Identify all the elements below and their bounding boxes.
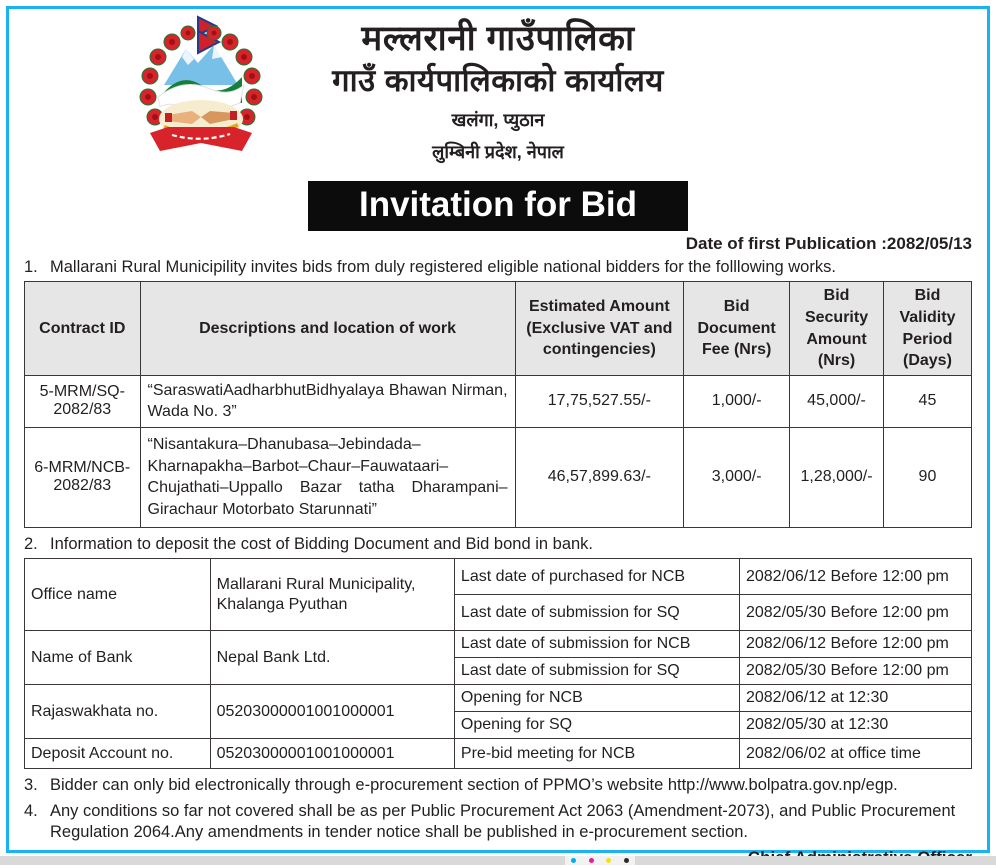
event-date: 2082/06/12 Before 12:00 pm (739, 559, 971, 595)
event-name: Opening for NCB (454, 685, 739, 712)
magenta-dot-icon (589, 858, 594, 863)
item-number: 1. (24, 258, 38, 276)
event-date: 2082/06/02 at office time (739, 739, 971, 769)
event-name: Last date of submission for SQ (454, 595, 739, 631)
note-text: Any conditions so far not covered shall be as per Public Procurement Act 2063 (Amendment-2073), and Public Procurement Regulation 2064.Any amendments in tender notice shall be published in e-procurement section. (50, 801, 956, 842)
col-estimated: Estimated Amount (Exclusive VAT and contingencies) (515, 282, 684, 375)
intro-paragraph (24, 257, 972, 278)
event-date: 2082/05/30 at 12:30 (739, 712, 971, 739)
col-security: Bid Security Amount (Nrs) (790, 282, 884, 375)
event-name: Last date of submission for SQ (454, 658, 739, 685)
description-cell: “SaraswatiAadharbhutBidhyalaya Bhawan Nirman, Wada No. 3” (140, 375, 515, 427)
rajaswakhata-value: 05203000001001000001 (210, 685, 454, 739)
event-name: Pre-bid meeting for NCB (454, 739, 739, 769)
yellow-dot-icon (606, 858, 611, 863)
col-contract-id: Contract ID (25, 282, 141, 375)
office-name-value: Mallarani Rural Municipality, Khalanga Pyuthan (210, 559, 454, 631)
event-name: Last date of submission for NCB (454, 631, 739, 658)
note-text: Bidder can only bid electronically through e-procurement section of PPMO’s website http://www.bolpatra.gov.np/egp. (50, 776, 898, 795)
cyan-dot-icon (571, 858, 576, 863)
deposit-row (25, 685, 972, 712)
item-number: 3. (24, 776, 38, 795)
deposit-heading-text: Information to deposit the cost of Bidding Document and Bid bond in bank. (50, 534, 594, 553)
contract-row (25, 375, 972, 427)
notice-title: Invitation for Bid (308, 181, 688, 231)
col-validity: Bid Validity Period (Days) (883, 282, 971, 375)
deposit-row (25, 559, 972, 595)
col-description: Descriptions and location of work (140, 282, 515, 375)
description-cell: “Nisantakura–Dhanubasa–Jebindada–Kharnapakha–Barbot–Chaur–Fauwataari–Chujathati–Uppallo Bazar tatha Dharampani–Girachaur Motorbato Starunnati” (140, 427, 515, 527)
municipality-name-nepali: मल्लरानी गाउँपालिका (361, 19, 635, 58)
deposit-row (25, 739, 972, 769)
nepal-emblem-icon (138, 13, 264, 163)
rajaswakhata-label: Rajaswakhata no. (25, 685, 211, 739)
bank-name-label: Name of Bank (25, 631, 211, 685)
item-number: 4. (24, 801, 38, 820)
deposit-table (24, 558, 972, 769)
col-doc-fee: Bid Document Fee (Nrs) (684, 282, 790, 375)
event-name: Last date of purchased for NCB (454, 559, 739, 595)
place-nepali: खलंगा, प्युठान (451, 110, 545, 131)
estimated-cell: 46,57,899.63/- (515, 427, 684, 527)
contracts-table (24, 281, 972, 527)
province-nepali: लुम्बिनी प्रदेश, नेपाल (432, 142, 564, 163)
estimated-cell: 17,75,527.55/- (515, 375, 684, 427)
contract-id-cell: 6-MRM/NCB-2082/83 (25, 427, 141, 527)
office-name-label: Office name (25, 559, 211, 631)
notice-page (6, 6, 990, 853)
office-name-nepali: गाउँ कार्यपालिकाको कार्यालय (332, 62, 664, 98)
contract-id-cell: 5-MRM/SQ-2082/83 (25, 375, 141, 427)
doc-fee-cell: 1,000/- (684, 375, 790, 427)
event-date: 2082/06/12 Before 12:00 pm (739, 631, 971, 658)
note-paragraph (24, 775, 972, 796)
black-dot-icon (624, 858, 629, 863)
event-date: 2082/06/12 at 12:30 (739, 685, 971, 712)
deposit-account-value: 05203000001001000001 (210, 739, 454, 769)
ribbon-banner (150, 127, 252, 151)
event-date: 2082/05/30 Before 12:00 pm (739, 658, 971, 685)
cmyk-registration-marks (565, 856, 635, 865)
letterhead (24, 11, 972, 177)
event-name: Opening for SQ (454, 712, 739, 739)
contracts-header-row (25, 282, 972, 375)
security-cell: 1,28,000/- (790, 427, 884, 527)
print-edge-strip (0, 856, 996, 865)
event-date: 2082/05/30 Before 12:00 pm (739, 595, 971, 631)
validity-cell: 45 (883, 375, 971, 427)
doc-fee-cell: 3,000/- (684, 427, 790, 527)
publication-date: Date of first Publication :2082/05/13 (685, 234, 972, 253)
deposit-heading (24, 534, 972, 555)
deposit-account-label: Deposit Account no. (25, 739, 211, 769)
contract-row (25, 427, 972, 527)
item-number: 2. (24, 534, 38, 553)
security-cell: 45,000/- (790, 375, 884, 427)
deposit-row (25, 631, 972, 658)
note-paragraph (24, 801, 972, 844)
validity-cell: 90 (883, 427, 971, 527)
intro-text: Mallarani Rural Municipility invites bids from duly registered eligible national bidders for the folllowing works. (50, 258, 836, 276)
bank-name-value: Nepal Bank Ltd. (210, 631, 454, 685)
